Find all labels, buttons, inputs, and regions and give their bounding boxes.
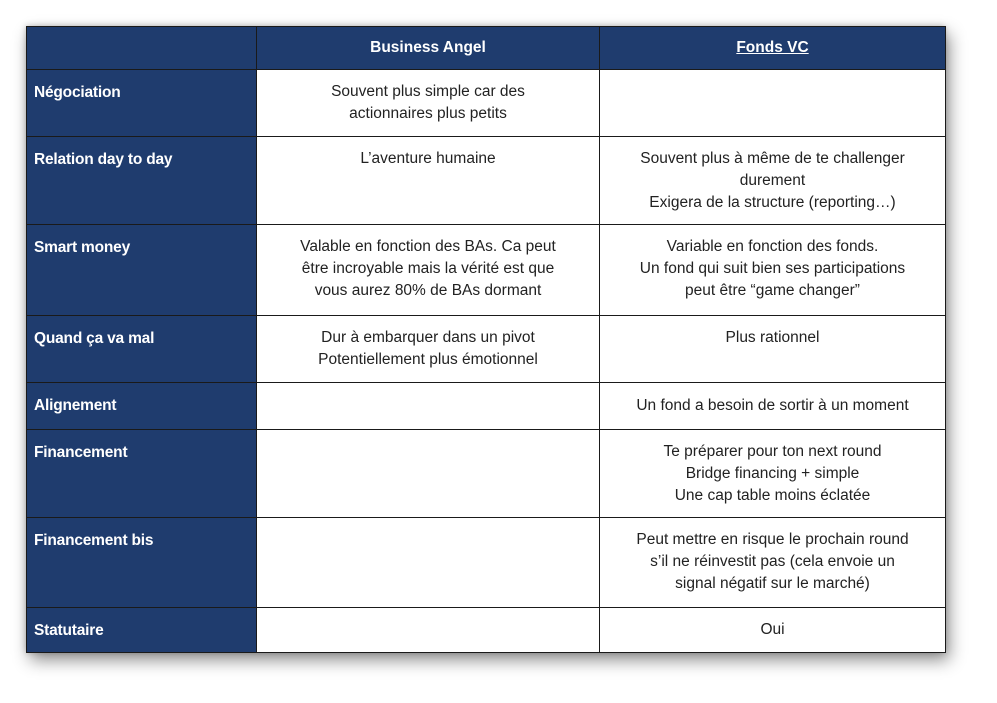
cell-fonds-vc: Souvent plus à même de te challenger durement Exigera de la structure (reporting…) xyxy=(600,137,946,225)
table-row xyxy=(27,316,946,383)
cell-business-angel: Souvent plus simple car des actionnaires plus petits xyxy=(257,70,600,137)
table-row xyxy=(27,430,946,518)
header-business-angel xyxy=(257,27,600,70)
table-row xyxy=(27,225,946,316)
cell-fonds-vc: Plus rationnel xyxy=(600,316,946,383)
row-label: Alignement xyxy=(27,383,257,430)
table-row xyxy=(27,137,946,225)
cell-fonds-vc xyxy=(600,70,946,137)
cell-fonds-vc: Un fond a besoin de sortir à un moment xyxy=(600,383,946,430)
table-row xyxy=(27,608,946,653)
row-label: Financement xyxy=(27,430,257,518)
row-label: Financement bis xyxy=(27,518,257,608)
cell-business-angel: Valable en fonction des BAs. Ca peut être incroyable mais la vérité est que vous aurez 80% de BAs dormant xyxy=(257,225,600,316)
cell-fonds-vc: Peut mettre en risque le prochain round s’il ne réinvestit pas (cela envoie un signal négatif sur le marché) xyxy=(600,518,946,608)
comparison-table xyxy=(26,26,946,653)
cell-business-angel xyxy=(257,608,600,653)
cell-business-angel xyxy=(257,383,600,430)
row-label: Quand ça va mal xyxy=(27,316,257,383)
table-header-row xyxy=(27,27,946,70)
cell-fonds-vc: Te préparer pour ton next round Bridge financing + simple Une cap table moins éclatée xyxy=(600,430,946,518)
table-row xyxy=(27,70,946,137)
table-row xyxy=(27,383,946,430)
header-fonds-vc xyxy=(600,27,946,70)
cell-business-angel: L’aventure humaine xyxy=(257,137,600,225)
cell-business-angel xyxy=(257,430,600,518)
cell-business-angel xyxy=(257,518,600,608)
comparison-table-card xyxy=(26,26,945,652)
header-corner xyxy=(27,27,257,70)
row-label: Relation day to day xyxy=(27,137,257,225)
row-label: Smart money xyxy=(27,225,257,316)
header-business-angel-label: Business Angel xyxy=(370,39,486,56)
header-fonds-vc-label: Fonds VC xyxy=(736,39,809,56)
cell-business-angel: Dur à embarquer dans un pivot Potentiellement plus émotionnel xyxy=(257,316,600,383)
row-label: Négociation xyxy=(27,70,257,137)
table-row xyxy=(27,518,946,608)
row-label: Statutaire xyxy=(27,608,257,653)
cell-fonds-vc: Oui xyxy=(600,608,946,653)
cell-fonds-vc: Variable en fonction des fonds. Un fond qui suit bien ses participations peut être “game changer” xyxy=(600,225,946,316)
